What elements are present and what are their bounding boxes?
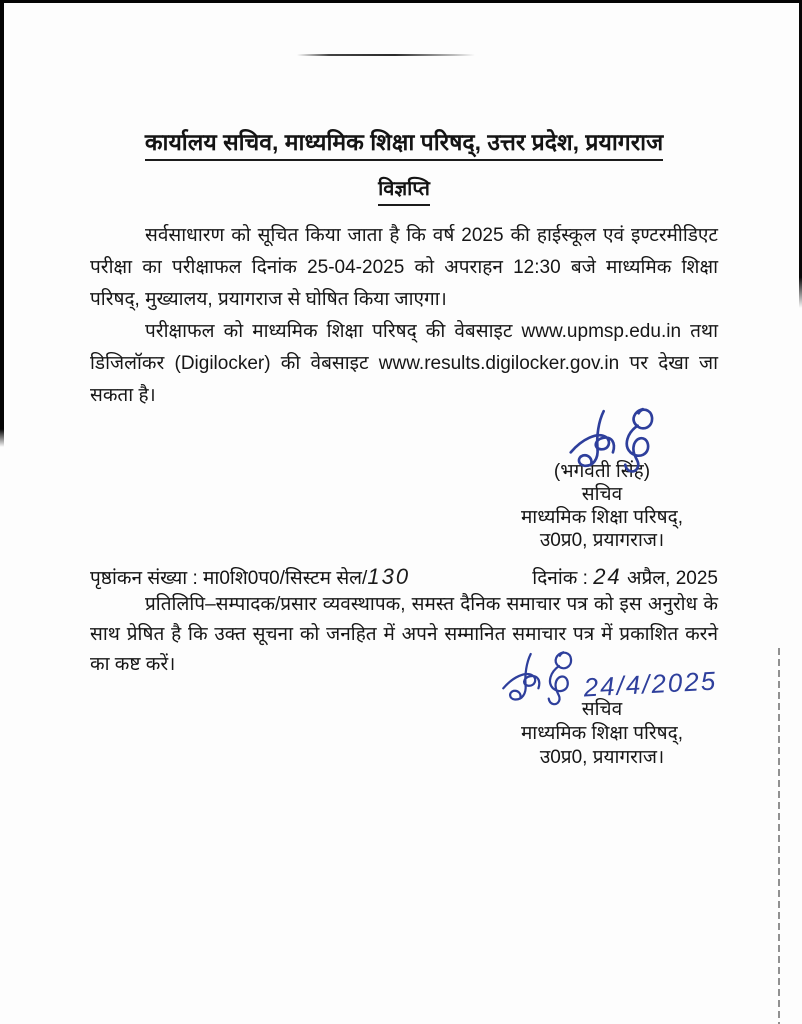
signatory2-designation: सचिव	[581, 698, 623, 720]
signatory2-place: उ0प्र0, प्रयागराज।	[539, 746, 665, 768]
signature-scribble-icon	[564, 404, 668, 476]
signature-and-date-row	[458, 648, 758, 708]
signatory-place: उ0प्र0, प्रयागराज।	[539, 529, 665, 551]
signatory2-organization: माध्यमिक शिक्षा परिषद्,	[520, 722, 684, 744]
scan-border-top	[0, 0, 802, 3]
endorsement-number	[90, 564, 410, 590]
signatory-organization: माध्यमिक शिक्षा परिषद्,	[520, 506, 684, 528]
signature-block-2	[452, 648, 752, 770]
endorsement-date-label: दिनांक :	[532, 567, 594, 589]
scan-border-left	[0, 0, 4, 447]
signature-block-1	[462, 404, 742, 552]
endorsement-number-handwritten: 130	[367, 563, 411, 589]
notice-heading	[90, 174, 718, 201]
endorsement-number-label: पृष्ठांकन संख्या : मा0शि0प0/सिस्टम सेल/	[90, 567, 368, 589]
office-title-text: कार्यालय सचिव, माध्यमिक शिक्षा परिषद्, उत्तर प्रदेश, प्रयागराज	[145, 129, 663, 161]
endorsement-row	[90, 564, 718, 590]
paragraph-copy-to-press: प्रतिलिपि–सम्पादक/प्रसार व्यवस्थापक, समस्त दैनिक समाचार पत्र को इस अनुरोध के साथ प्रेषित है कि उक्त सूचना को जनहित में अपने सम्मानित समाचार पत्र में प्रकाशित करने का कष्ट करें।	[90, 593, 718, 675]
notice-heading-text: विज्ञप्ति	[378, 178, 430, 206]
signatory-name: (भगवती सिंह)	[553, 460, 651, 482]
endorsement-date	[532, 564, 718, 590]
endorsement-date-day-handwritten: 24	[593, 563, 622, 589]
office-title	[90, 128, 718, 158]
scan-dashed-line-artifact	[778, 648, 780, 1024]
scan-streak-artifact	[297, 54, 475, 56]
endorsement-date-rest: अप्रैल, 2025	[621, 567, 718, 589]
notice-content	[90, 128, 718, 770]
signature-scribble-icon	[498, 648, 584, 708]
signatory-designation: सचिव	[581, 483, 623, 505]
paragraph-result-announcement: सर्वसाधारण को सूचित किया जाता है कि वर्ष 2025 की हाईस्कूल एवं इण्टरमीडिएट परीक्षा का परीक्षाफल दिनांक 25-04-2025 को अपराहन 12:30 बजे माध्यमिक शिक्षा परिषद्, मुख्यालय, प्रयागराज से घोषित किया जाएगा।	[90, 224, 718, 310]
paragraph-websites: परीक्षाफल को माध्यमिक शिक्षा परिषद् की वेबसाइट www.upmsp.edu.in तथा डिजिलॉकर (Digilocker) की वेबसाइट www.results.digilocker.gov.in पर देखा जा सकता है।	[90, 320, 718, 406]
signature-handwritten-date: 24/4/2025	[583, 665, 719, 703]
